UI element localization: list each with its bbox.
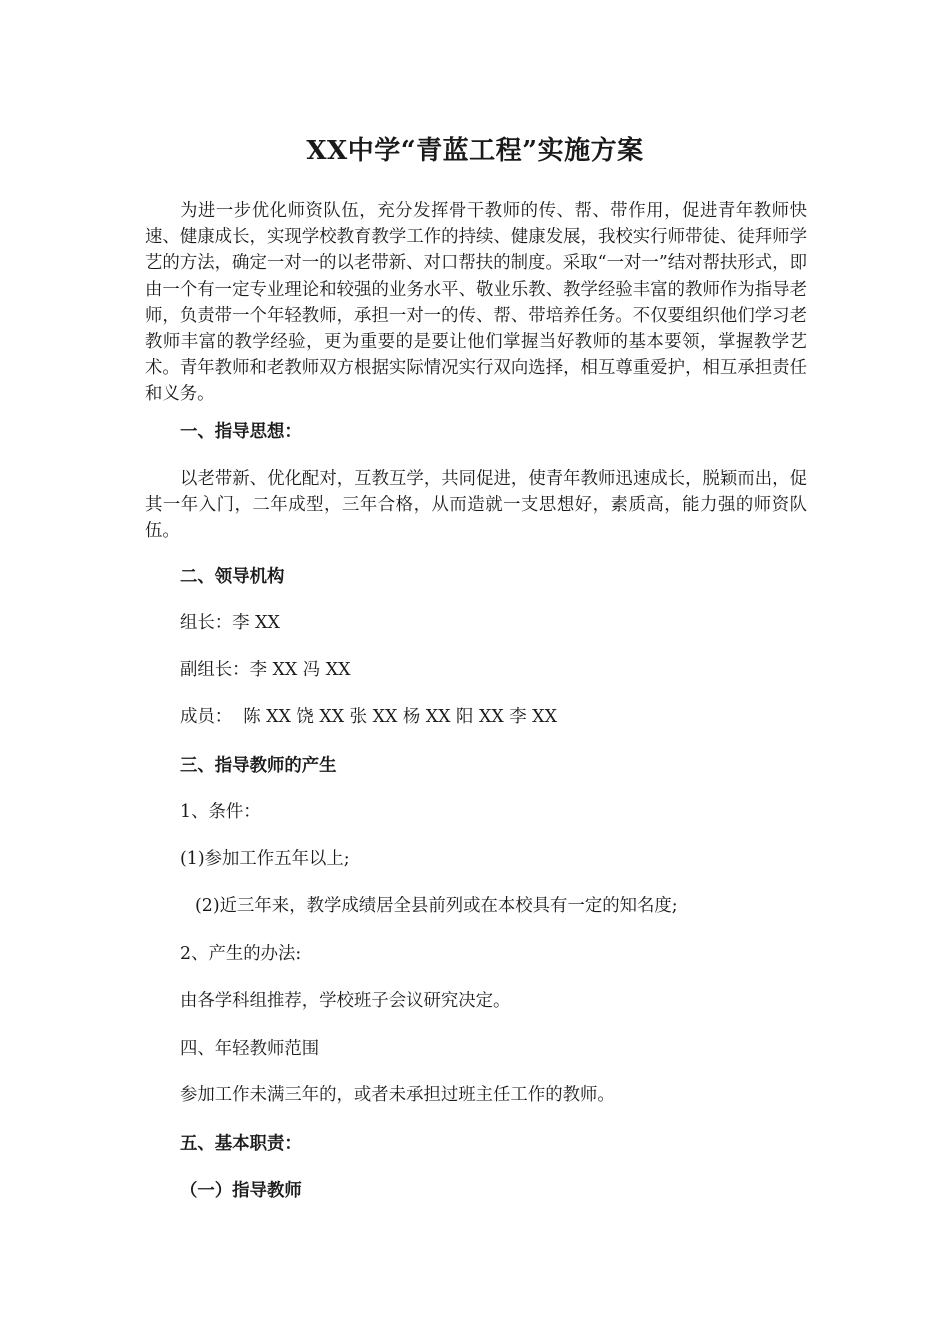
- section-heading-leadership: 二、领导机构: [180, 567, 285, 587]
- section-heading-duties: 五、基本职责：: [180, 1134, 302, 1154]
- deputy-leader-line: 副组长：李 XX 冯 XX: [180, 660, 351, 680]
- leader-line: 组长：李 XX: [180, 613, 280, 633]
- guiding-ideology-paragraph: 以老带新、优化配对，互教互学，共同促进，使青年教师迅速成长，脱颖而出，促其一年入门，二年成型，三年合格，从而造就一支思想好，素质高，能力强的师资队伍。: [145, 469, 807, 542]
- subsection-heading-mentor: （一）指导教师: [180, 1181, 302, 1201]
- document-title: XX中学“青蓝工程”实施方案: [306, 136, 644, 166]
- members-line: 成员： 陈 XX 饶 XX 张 XX 杨 XX 阳 XX 李 XX: [180, 707, 557, 727]
- condition-item-2: (2)近三年来，教学成绩居全县前列或在本校具有一定的知名度;: [195, 896, 678, 916]
- condition-item-1: (1)参加工作五年以上;: [180, 849, 350, 869]
- selection-method-label: 2、产生的办法:: [180, 944, 302, 964]
- section-heading-young-teachers: 四、年轻教师范围: [180, 1039, 320, 1059]
- selection-method-body: 由各学科组推荐，学校班子会议研究决定。: [180, 991, 511, 1011]
- section-heading-guiding-ideology: 一、指导思想：: [180, 422, 302, 442]
- young-teachers-body: 参加工作未满三年的，或者未承担过班主任工作的教师。: [180, 1085, 615, 1105]
- intro-paragraph: 为进一步优化师资队伍，充分发挥骨干教师的传、帮、带作用，促进青年教师快速、健康成长，实现学校教育教学工作的持续、健康发展，我校实行师带徒、徒拜师学艺的方法，确定一对一的以老带新、对口帮扶的制度。采取“一对一”结对帮扶形式，即由一个有一定专业理论和较强的业务水平、敬业乐教、教学经验丰富的教师作为指导老师，负责带一个年轻教师，承担一对一的传、帮、带培养任务。不仅要组织他们学习老教师丰富的教学经验，更为重要的是要让他们掌握当好教师的基本要领，掌握教学艺术。青年教师和老教师双方根据实际情况实行双向选择，相互尊重爱护，相互承担责任和义务。: [145, 201, 807, 405]
- section-heading-mentor-selection: 三、指导教师的产生: [180, 756, 337, 776]
- conditions-label: 1、条件：: [180, 802, 261, 822]
